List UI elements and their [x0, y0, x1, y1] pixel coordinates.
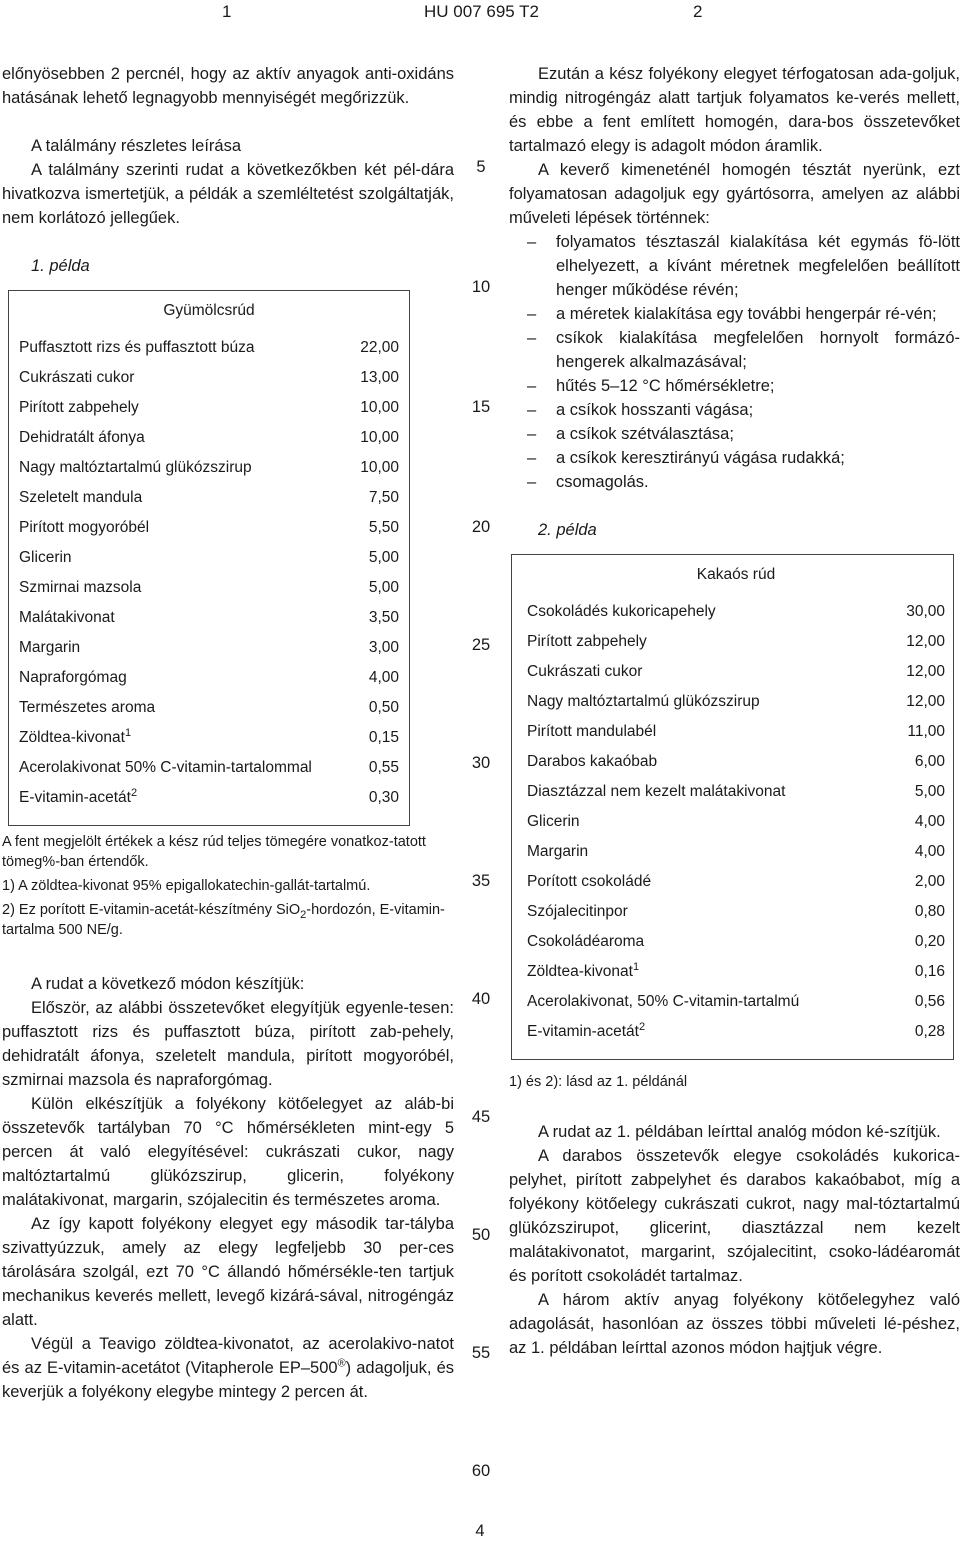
table-2-caption: Kakaós rúd [696, 566, 776, 583]
ingredient-name: Csokoládés kukoricapehely [527, 603, 716, 620]
ingredient-name: Szeletelt mandula [19, 489, 143, 506]
ingredient-value: 5,00 [914, 783, 945, 800]
ingredient-value: 4,00 [914, 813, 945, 830]
table-1-note-1: 1) A zöldtea-kivonat 95% epigallokatechin-gallát-tartalmú. [2, 878, 371, 894]
ingredient-value: 0,15 [368, 729, 399, 746]
ingredient-name: Acerolakivonat, 50% C-vitamin-tartalmú [527, 993, 800, 1010]
table-row [19, 607, 399, 629]
table-row [527, 721, 945, 743]
table-row [527, 601, 945, 623]
header-page-right: 2 [693, 2, 703, 21]
dash-bullet: – [527, 305, 537, 323]
table-1-caption: Gyümölcsrúd [163, 302, 255, 319]
table-row [19, 427, 399, 449]
dash-bullet: – [527, 473, 537, 491]
table-row [19, 757, 399, 779]
section-paragraph: A találmány szerinti rudat a következőkben két pél-dára hivatkozva ismertetjük, a példák a szemléltetést szolgáltatják, nem korlátozó jellegűek. [2, 161, 454, 227]
page-number: 4 [475, 1522, 485, 1540]
ingredient-value: 7,50 [368, 489, 399, 506]
ingredient-value: 0,50 [368, 699, 399, 716]
step-text: csíkok kialakítása megfelelően hornyolt formázó-hengerek alkalmazásával; [556, 329, 960, 371]
ingredient-value: 6,00 [914, 753, 945, 770]
table-2-rows [527, 601, 945, 1043]
dash-bullet: – [527, 377, 537, 395]
list-item [509, 446, 960, 470]
table-row [527, 961, 945, 983]
ingredient-name: Szójalecitinpor [527, 903, 628, 920]
ingredient-value: 0,20 [914, 933, 945, 950]
ingredient-value: 13,00 [360, 369, 399, 386]
list-item [509, 374, 960, 398]
line-number: 30 [471, 754, 491, 772]
ingredient-name: Nagy maltóztartalmú glükózszirup [19, 459, 252, 476]
step-text: csomagolás. [556, 473, 649, 491]
table-row [527, 781, 945, 803]
footnote-marker: 2 [638, 1020, 646, 1033]
ingredient-value: 0,30 [368, 789, 399, 806]
line-number: 35 [471, 872, 491, 890]
ingredient-name: Porított csokoládé [527, 873, 652, 890]
method-paragraph-3: Az így kapott folyékony elegyet egy második tar-tályba szivattyúzzuk, amely az elegy legfeljebb 30 per-ces tárolására szolgál, ezt 70 °C állandó hőmérsékle-ten tartjuk mechanikus keverés mellett, levegő kizárá-sával, nitrogéngáz alatt. [2, 1215, 454, 1329]
table-row [19, 457, 399, 479]
step-text: a csíkok keresztirányú vágása rudakká; [556, 449, 845, 467]
dash-bullet: – [527, 233, 537, 251]
ingredient-value: 4,00 [368, 669, 399, 686]
line-number: 5 [476, 158, 486, 176]
ingredient-name: Szmirnai mazsola [19, 579, 142, 596]
table-row [527, 841, 945, 863]
ingredient-value: 3,00 [368, 639, 399, 656]
page-header [0, 0, 960, 24]
method-paragraph-2: Külön elkészítjük a folyékony kötőelegyet az aláb-bi összetevők tartályban 70 °C hőmérsékleten mint-egy 5 percen át való elegyítésével: cukrászati cukor, nagy maltóztartalmú glükózszirup, glicerin, folyékony malátakivonat, margarin, szójalecitin és természetes aroma. [2, 1095, 454, 1209]
ingredient-value: 5,00 [368, 549, 399, 566]
intro-paragraph: előnyösebben 2 percnél, hogy az aktív anyagok anti-oxidáns hatásának lehető legnagyobb mennyiségét megőrizzük. [2, 65, 454, 107]
ingredient-name: Cukrászati cukor [19, 369, 135, 386]
table-row [527, 631, 945, 653]
step-text: a csíkok hosszanti vágása; [556, 401, 754, 419]
ingredient-value: 5,00 [368, 579, 399, 596]
ingredient-name: Pirított zabpehely [19, 399, 139, 416]
table-row [527, 751, 945, 773]
list-item [509, 398, 960, 422]
ingredient-name: Pirított zabpehely [527, 633, 647, 650]
ingredient-name: Puffasztott rizs és puffasztott búza [19, 339, 255, 356]
ingredient-name: Darabos kakaóbab [527, 753, 658, 770]
ingredient-value: 10,00 [360, 429, 399, 446]
footnote-marker: 1 [124, 726, 132, 739]
ingredient-value: 30,00 [906, 603, 945, 620]
line-number: 55 [471, 1344, 491, 1362]
method-paragraph-4: Végül a Teavigo zöldtea-kivonatot, az acerolakivo-natot és az E-vitamin-acetátot (Vitapherole EP–500®) adagoljuk, és keverjük a folyékony elegybe mintegy 2 percen át. [2, 1335, 454, 1401]
table-row [19, 397, 399, 419]
ingredient-name: E-vitamin-acetát$^2$ [19, 786, 138, 806]
ingredient-name: Glicerin [527, 813, 580, 830]
table-row [19, 697, 399, 719]
ingredient-name: E-vitamin-acetát$^2$ [527, 1020, 646, 1040]
ingredient-value: 12,00 [906, 693, 945, 710]
ingredient-name: Természetes aroma [19, 699, 156, 716]
ingredient-name: Margarin [19, 639, 81, 656]
header-page-left: 1 [222, 2, 232, 21]
ingredient-value: 10,00 [360, 399, 399, 416]
list-item [509, 470, 960, 494]
table-1-note-main: A fent megjelölt értékek a kész rúd teljes tömegére vonatkoz-tatott tömeg%-ban értendők. [2, 834, 426, 870]
ingredient-value: 22,00 [360, 339, 399, 356]
step-text: folyamatos tésztaszál kialakítása két egymás fö-lött elhelyezett, a kívánt méretnek megfelelően beállított henger működése révén; [556, 233, 960, 299]
ingredient-value: 11,00 [907, 723, 945, 740]
table-row [19, 367, 399, 389]
process-steps-list [509, 230, 960, 494]
table-row [19, 667, 399, 689]
ingredient-value: 0,80 [914, 903, 945, 920]
table-row [19, 637, 399, 659]
example-2-title: 2. példa [538, 521, 597, 539]
ingredient-name: Pirított mogyoróbél [19, 519, 150, 536]
line-number: 40 [471, 990, 491, 1008]
example-1-title: 1. példa [31, 257, 90, 275]
ingredient-name: Margarin [527, 843, 589, 860]
table-row [527, 931, 945, 953]
table-row [527, 1021, 945, 1043]
line-number: 45 [471, 1108, 491, 1126]
table-1-rows [19, 337, 399, 809]
table-row [19, 487, 399, 509]
ingredient-value: 0,28 [914, 1023, 945, 1040]
line-number: 50 [471, 1226, 491, 1244]
ingredient-name: Nagy maltóztartalmú glükózszirup [527, 693, 760, 710]
header-doc-id: HU 007 695 T2 [424, 2, 539, 21]
table-row [527, 661, 945, 683]
right-paragraph-2: A keverő kimeneténél homogén tésztát nyerünk, ezt folyamatosan adagoljuk egy gyártósorra, amelyen az alábbi műveleti lépések történnek: [509, 161, 960, 227]
dash-bullet: – [527, 401, 537, 419]
ingredient-value: 3,50 [368, 609, 399, 626]
table-row [527, 811, 945, 833]
step-text: a méretek kialakítása egy további hengerpár ré-vén; [556, 305, 937, 323]
ingredient-name: Zöldtea-kivonat$^1$ [527, 960, 640, 980]
ingredient-name: Cukrászati cukor [527, 663, 643, 680]
ingredient-value: 10,00 [360, 459, 399, 476]
right-column [509, 62, 960, 1360]
right-paragraph-3: A rudat az 1. példában leírttal analóg módon ké-szítjük. [538, 1123, 941, 1141]
table-cocoa-bar [511, 554, 954, 1060]
table-row [19, 547, 399, 569]
ingredient-value: 12,00 [906, 663, 945, 680]
table-1-note-2: 2) Ez porított E-vitamin-acetát-készítmény SiO$_2$-hordozón, E-vitamin-tartalma 500 NE/g. [2, 902, 445, 938]
table-row [19, 517, 399, 539]
ingredient-name: Glicerin [19, 549, 72, 566]
ingredient-value: 0,16 [914, 963, 945, 980]
ingredient-name: Csokoládéaroma [527, 933, 645, 950]
right-paragraph-5: A három aktív anyag folyékony kötőelegyhez való adagolását, hasonlóan az összes többi műveleti lé-péshez, az 1. példában leírttal azonos módon hajtjuk végre. [509, 1291, 960, 1357]
footnote-marker: 2 [130, 786, 138, 799]
step-text: hűtés 5–12 °C hőmérsékletre; [556, 377, 775, 395]
dash-bullet: – [527, 425, 537, 443]
line-number: 20 [471, 518, 491, 536]
ingredient-name: Malátakivonat [19, 609, 115, 626]
ingredient-value: 0,56 [914, 993, 945, 1010]
ingredient-name: Diasztázzal nem kezelt malátakivonat [527, 783, 786, 800]
list-item [509, 230, 960, 302]
right-paragraph-1: Ezután a kész folyékony elegyet térfogatosan ada-goljuk, mindig nitrogéngáz alatt tartjuk folyamatos ke-verés mellett, és ebbe a fent említett homogén, dara-bos összetevőket tartalmazó elegy is adagolt módon áramlik. [509, 65, 960, 155]
table-row [527, 901, 945, 923]
table-row [527, 691, 945, 713]
line-number: 10 [471, 278, 491, 296]
footnote-marker: 1 [632, 960, 640, 973]
ingredient-value: 12,00 [906, 633, 945, 650]
table-row [19, 577, 399, 599]
ingredient-value: 2,00 [914, 873, 945, 890]
table-fruit-bar [8, 290, 410, 826]
ingredient-name: Acerolakivonat 50% C-vitamin-tartalommal [19, 759, 312, 776]
line-number: 15 [471, 398, 491, 416]
ingredient-name: Zöldtea-kivonat$^1$ [19, 726, 132, 746]
dash-bullet: – [527, 449, 537, 467]
section-heading: A találmány részletes leírása [31, 137, 242, 155]
left-column [2, 62, 454, 1404]
line-number: 60 [471, 1462, 491, 1480]
ingredient-value: 0,55 [368, 759, 399, 776]
ingredient-value: 4,00 [914, 843, 945, 860]
step-text: a csíkok szétválasztása; [556, 425, 734, 443]
table-2-note: 1) és 2): lásd az 1. példánál [509, 1074, 688, 1090]
table-row [19, 787, 399, 809]
ingredient-name: Pirított mandulabél [527, 723, 657, 740]
table-row [527, 871, 945, 893]
ingredient-value: 5,50 [368, 519, 399, 536]
table-row [19, 727, 399, 749]
right-paragraph-4: A darabos összetevők elegye csokoládés kukorica-pelyhet, pirított zabpelyhet és darabos kakaóbabot, míg a folyékony kötőelegy cukrászati cukrot, nagy mal-tóztartalmú glükózszirupot, glicerint, diasztázzal nem kezelt malátakivonatot, margarint, szójalecitint, csoko-ládéaromát és porított csokoládét tartalmaz. [509, 1147, 960, 1285]
table-row [527, 991, 945, 1013]
list-item [509, 326, 960, 374]
table-row [19, 337, 399, 359]
line-number: 25 [471, 636, 491, 654]
list-item [509, 302, 960, 326]
method-lead: A rudat a következő módon készítjük: [31, 975, 305, 993]
ingredient-name: Napraforgómag [19, 669, 127, 686]
method-paragraph-1: Először, az alábbi összetevőket elegyítjük egyenle-tesen: puffasztott rizs és puffasztott búza, pirított zab-pehely, dehidratált áfonya, szeletelt mandula, pirított mogyoróbél, szmirnai mazsola és napraforgómag. [2, 999, 454, 1089]
list-item [509, 422, 960, 446]
dash-bullet: – [527, 329, 537, 347]
ingredient-name: Dehidratált áfonya [19, 429, 145, 446]
